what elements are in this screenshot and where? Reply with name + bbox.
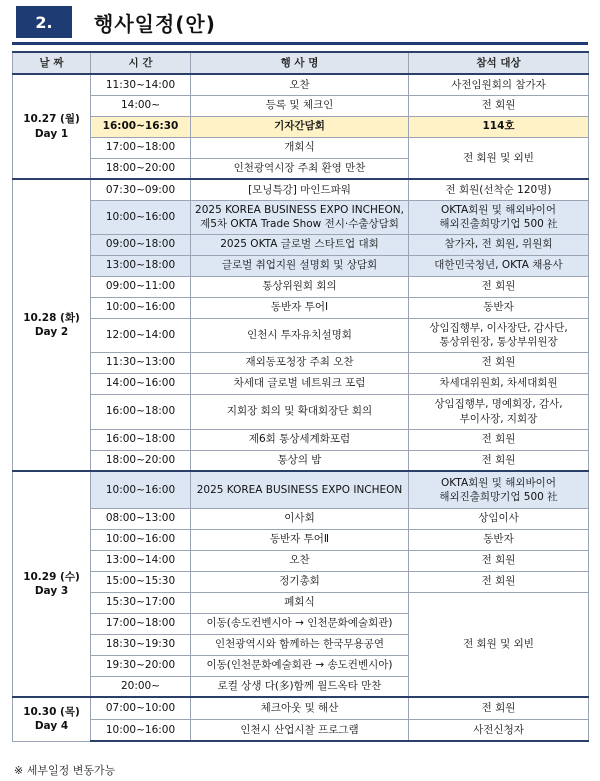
time-cell: 20:00~	[91, 676, 191, 697]
time-cell: 15:00~15:30	[91, 571, 191, 592]
time-cell: 14:00~	[91, 95, 191, 116]
attendee-cell: 사전임원회의 참가자	[409, 74, 589, 95]
attendee-cell: 상임이사	[409, 508, 589, 529]
section-header	[12, 4, 592, 40]
time-cell: 07:00~10:00	[91, 697, 191, 719]
attendee-line: 해외진출희망기업 500 社	[439, 490, 558, 503]
time-cell: 12:00~14:00	[91, 318, 191, 352]
attendee-cell: 사전신청자	[409, 719, 589, 741]
date-cell-day1	[13, 74, 91, 179]
schedule-table	[12, 51, 589, 742]
title-rule	[12, 42, 588, 45]
time-cell: 18:30~19:30	[91, 634, 191, 655]
table-row	[13, 95, 589, 116]
event-cell: 이동(인천문화예술회관 → 송도컨벤시아)	[191, 655, 409, 676]
event-line: 제5차 OKTA Trade Show 전시·수출상담회	[200, 218, 399, 230]
time-cell: 10:00~16:00	[91, 471, 191, 508]
event-cell: 인천광역시장 주최 환영 만찬	[191, 158, 409, 179]
event-cell: 로컬 상생 다(多)함께 월드옥타 만찬	[191, 676, 409, 697]
event-cell: 폐회식	[191, 592, 409, 613]
event-cell: 지회장 회의 및 확대회장단 회의	[191, 394, 409, 429]
table-row-highlight	[13, 255, 589, 276]
event-cell: 2025 KOREA BUSINESS EXPO INCHEON	[191, 471, 409, 508]
event-cell: 오찬	[191, 550, 409, 571]
event-cell: 2025 OKTA 글로벌 스타트업 대회	[191, 234, 409, 255]
section-number: 2.	[16, 6, 72, 38]
event-cell: 제6회 통상세계화포럼	[191, 429, 409, 450]
table-row	[13, 276, 589, 297]
table-row	[13, 373, 589, 394]
time-cell: 18:00~20:00	[91, 450, 191, 471]
event-cell: 글로벌 취업지원 설명회 및 상담회	[191, 255, 409, 276]
attendee-line: 통상위원장, 통상부위원장	[439, 336, 558, 348]
event-cell: 차세대 글로벌 네트워크 포럼	[191, 373, 409, 394]
attendee-cell	[409, 200, 589, 234]
attendee-line: 부이사장, 지회장	[459, 412, 538, 425]
attendee-line: 해외진출희망기업 500 社	[439, 218, 558, 230]
time-cell: 17:00~18:00	[91, 137, 191, 158]
time-cell: 13:00~14:00	[91, 550, 191, 571]
time-cell: 16:00~16:30	[91, 116, 191, 137]
table-header-row	[13, 52, 589, 74]
attendee-line: OKTA회원 및 해외바이어	[441, 203, 556, 216]
time-cell: 10:00~16:00	[91, 297, 191, 318]
time-cell: 10:00~16:00	[91, 529, 191, 550]
event-cell: 체크아웃 및 해산	[191, 697, 409, 719]
time-cell: 09:00~11:00	[91, 276, 191, 297]
date-cell-day2	[13, 179, 91, 471]
table-row	[13, 74, 589, 95]
section-title: 행사일정(안)	[94, 12, 216, 36]
event-cell: 통상위원회 회의	[191, 276, 409, 297]
event-cell: 재외동포청장 주최 오찬	[191, 352, 409, 373]
time-cell: 11:30~14:00	[91, 74, 191, 95]
time-cell: 10:00~16:00	[91, 719, 191, 741]
time-cell: 10:00~16:00	[91, 200, 191, 234]
table-row	[13, 352, 589, 373]
day-label: Day 3	[34, 585, 69, 597]
event-cell: 이동(송도컨벤시아 → 인천문화예술회관)	[191, 613, 409, 634]
table-row	[13, 429, 589, 450]
time-cell: 09:00~18:00	[91, 234, 191, 255]
event-cell: 오찬	[191, 74, 409, 95]
attendee-cell: 대한민국청년, OKTA 채용사	[409, 255, 589, 276]
attendee-cell: 114호	[409, 116, 589, 137]
event-cell: 개회식	[191, 137, 409, 158]
date-label: 10.28 (화)	[23, 311, 80, 324]
header-date: 날 짜	[13, 52, 91, 74]
table-row	[13, 318, 589, 352]
time-cell: 18:00~20:00	[91, 158, 191, 179]
attendee-cell: 전 회원(선착순 120명)	[409, 179, 589, 200]
day-label: Day 1	[34, 127, 69, 140]
event-cell: 동반자 투어Ⅱ	[191, 529, 409, 550]
table-row-highlight	[13, 234, 589, 255]
attendee-cell: 전 회원 및 외빈	[409, 592, 589, 697]
event-line: 2025 KOREA BUSINESS EXPO INCHEON,	[195, 203, 404, 216]
time-cell: 17:00~18:00	[91, 613, 191, 634]
date-cell-day4	[13, 697, 91, 741]
table-row	[13, 450, 589, 471]
attendee-cell: 전 회원	[409, 429, 589, 450]
attendee-cell: 차세대위원회, 차세대회원	[409, 373, 589, 394]
time-cell: 16:00~18:00	[91, 429, 191, 450]
table-row	[13, 508, 589, 529]
attendee-cell: 전 회원	[409, 571, 589, 592]
table-row	[13, 297, 589, 318]
table-row	[13, 550, 589, 571]
event-cell: 동반자 투어Ⅰ	[191, 297, 409, 318]
table-row	[13, 571, 589, 592]
footnote: ※ 세부일정 변동가능	[14, 764, 116, 777]
table-row	[13, 719, 589, 741]
attendee-cell: 전 회원	[409, 450, 589, 471]
attendee-cell: 동반자	[409, 297, 589, 318]
event-cell: 인천시 투자유치설명회	[191, 318, 409, 352]
attendee-cell	[409, 318, 589, 352]
attendee-cell: 참가자, 전 회원, 위원회	[409, 234, 589, 255]
event-cell: 정기총회	[191, 571, 409, 592]
time-cell: 08:00~13:00	[91, 508, 191, 529]
header-time: 시 간	[91, 52, 191, 74]
event-cell: 기자간담회	[191, 116, 409, 137]
event-cell: 통상의 밤	[191, 450, 409, 471]
event-cell: [모닝특강] 마인드파워	[191, 179, 409, 200]
time-cell: 11:30~13:00	[91, 352, 191, 373]
attendee-cell: 전 회원	[409, 550, 589, 571]
attendee-cell: 전 회원	[409, 276, 589, 297]
attendee-cell: 전 회원	[409, 95, 589, 116]
attendee-cell	[409, 471, 589, 508]
table-row	[13, 697, 589, 719]
event-cell: 등록 및 체크인	[191, 95, 409, 116]
day-label: Day 2	[34, 326, 69, 338]
table-row-highlight	[13, 200, 589, 234]
header-event: 행 사 명	[191, 52, 409, 74]
time-cell: 15:30~17:00	[91, 592, 191, 613]
table-row	[13, 394, 589, 429]
header-attendees: 참석 대상	[409, 52, 589, 74]
attendee-cell: 동반자	[409, 529, 589, 550]
event-cell	[191, 200, 409, 234]
time-cell: 19:30~20:00	[91, 655, 191, 676]
attendee-cell: 전 회원	[409, 697, 589, 719]
table-row-highlight	[13, 116, 589, 137]
date-label: 10.27 (월)	[23, 113, 80, 126]
attendee-cell	[409, 394, 589, 429]
table-row	[13, 592, 589, 613]
attendee-line: 상임집행부, 이사장단, 감사단,	[429, 321, 568, 334]
attendee-line: OKTA회원 및 해외바이어	[441, 476, 556, 489]
table-row	[13, 529, 589, 550]
attendee-cell: 전 회원	[409, 352, 589, 373]
table-row	[13, 137, 589, 158]
attendee-line: 상임집행부, 명예회장, 감사,	[434, 398, 563, 411]
date-cell-day3	[13, 471, 91, 697]
date-label: 10.30 (목)	[23, 706, 80, 719]
attendee-cell: 전 회원 및 외빈	[409, 137, 589, 179]
event-cell: 인천시 산업시찰 프로그램	[191, 719, 409, 741]
date-label: 10.29 (수)	[23, 570, 80, 583]
table-row	[13, 179, 589, 200]
event-cell: 인천광역시와 함께하는 한국무용공연	[191, 634, 409, 655]
time-cell: 14:00~16:00	[91, 373, 191, 394]
table-row-highlight	[13, 471, 589, 508]
event-cell: 이사회	[191, 508, 409, 529]
time-cell: 16:00~18:00	[91, 394, 191, 429]
time-cell: 13:00~18:00	[91, 255, 191, 276]
time-cell: 07:30~09:00	[91, 179, 191, 200]
day-label: Day 4	[34, 720, 69, 733]
